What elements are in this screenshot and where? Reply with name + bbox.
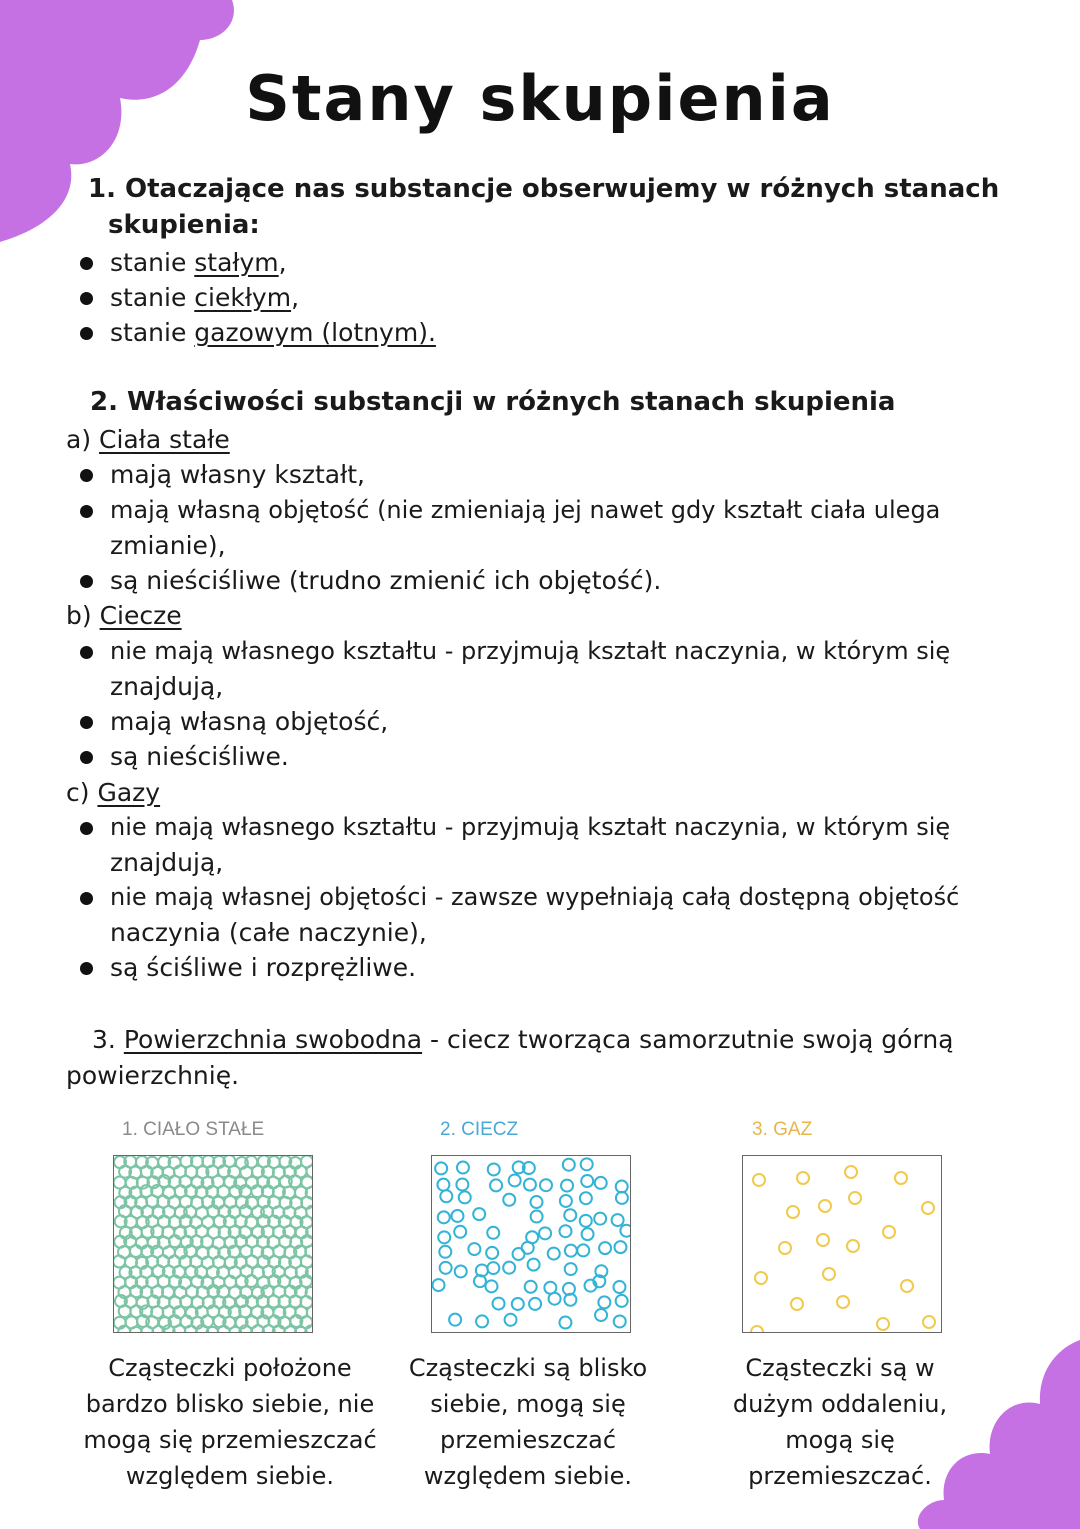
section-3-definition-cont: powierzchnię. [66, 1061, 240, 1090]
solid-particle [218, 1326, 230, 1332]
gas-particle [849, 1192, 861, 1204]
bullet [80, 575, 93, 588]
liquid-particle [580, 1192, 592, 1204]
liquid-particle [529, 1298, 541, 1310]
gas-particles-diagram [742, 1155, 942, 1333]
bullet [80, 505, 93, 518]
liquid-particle [486, 1247, 498, 1259]
gas-particle [845, 1166, 857, 1178]
liquid-particle [454, 1226, 466, 1238]
gas-particle [837, 1296, 849, 1308]
liquid-label: 2. CIECZ [440, 1119, 519, 1140]
list-item: są nieściśliwe (trudno zmienić ich objętość). [110, 566, 662, 595]
liquid-particle [616, 1181, 628, 1193]
solid-label: 1. CIAŁO STAŁE [122, 1119, 265, 1140]
liquid-particle [439, 1246, 451, 1258]
list-item: są nieściśliwe. [110, 742, 289, 771]
liquid-particle [595, 1177, 607, 1189]
liquid-particle [490, 1179, 502, 1191]
solid-caption: Cząsteczki położone bardzo blisko siebie, nie mogą się przemieszczać względem siebie. [83, 1354, 377, 1490]
liquid-particle [612, 1214, 624, 1226]
liquid-particle [540, 1179, 552, 1191]
bullet [80, 751, 93, 764]
liquid-particle [599, 1242, 611, 1254]
solid-particle [141, 1326, 153, 1332]
gas-particle [797, 1172, 809, 1184]
list-item-cont: znajdują, [110, 848, 224, 877]
liquid-particles-diagram [431, 1155, 631, 1333]
liquid-particle [531, 1196, 543, 1208]
liquid-particle [577, 1244, 589, 1256]
liquid-particle [435, 1162, 447, 1174]
list-item: mają własną objętość (nie zmieniają jej nawet gdy kształt ciała ulega [110, 496, 941, 524]
liquid-particle [616, 1295, 628, 1307]
liquid-particle [581, 1175, 593, 1187]
liquid-particle [473, 1208, 485, 1220]
bullet [80, 327, 93, 340]
liquid-particle [614, 1315, 626, 1327]
gas-particle [755, 1272, 767, 1284]
liquid-particle [549, 1293, 561, 1305]
bullet [80, 257, 93, 270]
subsection-c-title: c) Gazy [66, 778, 161, 807]
gas-particle [901, 1280, 913, 1292]
liquid-particle [531, 1211, 543, 1223]
list-item: stanie gazowym (lotnym). [110, 318, 436, 347]
liquid-particle [565, 1245, 577, 1257]
liquid-particle [505, 1314, 517, 1326]
liquid-particle [468, 1243, 480, 1255]
gas-particle [922, 1202, 934, 1214]
list-item: mają własny kształt, [110, 460, 365, 489]
liquid-particle [525, 1281, 537, 1293]
liquid-particle [456, 1179, 468, 1191]
liquid-particle [485, 1280, 497, 1292]
section-1-heading: 1. Otaczające nas substancje obserwujemy w różnych stanach [88, 174, 1000, 204]
liquid-particle [580, 1215, 592, 1227]
liquid-particle [559, 1225, 571, 1237]
liquid-particle [509, 1174, 521, 1186]
liquid-particle [503, 1194, 515, 1206]
liquid-particle [613, 1281, 625, 1293]
liquid-caption: Cząsteczki są blisko siebie, mogą się przemieszczać względem siebie. [408, 1354, 648, 1490]
gas-particle [823, 1268, 835, 1280]
bullet [80, 822, 93, 835]
gas-particle [787, 1206, 799, 1218]
liquid-particle [438, 1211, 450, 1223]
page-title: Stany skupienia [245, 62, 835, 135]
liquid-particle [438, 1231, 450, 1243]
list-item: nie mają własnej objętości - zawsze wypełniają całą dostępną objętość [110, 883, 960, 911]
liquid-particle [561, 1180, 573, 1192]
subsection-b-title: b) Ciecze [66, 601, 182, 630]
gas-particle [779, 1242, 791, 1254]
liquid-particle [457, 1162, 469, 1174]
bullet [80, 469, 93, 482]
liquid-particle [548, 1248, 560, 1260]
gas-label: 3. GAZ [752, 1119, 813, 1140]
liquid-particle [487, 1227, 499, 1239]
solid-particle [118, 1326, 130, 1332]
list-item: mają własną objętość, [110, 707, 389, 736]
liquid-particle [560, 1195, 572, 1207]
liquid-particle [433, 1279, 445, 1291]
liquid-particle [598, 1296, 610, 1308]
solid-particle [185, 1326, 197, 1332]
gas-particle [753, 1174, 765, 1186]
liquid-particle [563, 1159, 575, 1171]
list-item: stanie ciekłym, [110, 283, 300, 312]
liquid-particle [440, 1262, 452, 1274]
liquid-particle [594, 1213, 606, 1225]
liquid-particle [451, 1210, 463, 1222]
liquid-particle [595, 1309, 607, 1321]
section-2-heading: 2. Właściwości substancji w różnych stanach skupienia [90, 387, 896, 417]
section-3-definition: 3. Powierzchnia swobodna - ciecz tworząca samorzutnie swoją górną [92, 1025, 954, 1054]
solid-particle [119, 1305, 131, 1317]
liquid-particle [449, 1314, 461, 1326]
list-item-cont: znajdują, [110, 672, 224, 701]
gas-particle [751, 1326, 763, 1332]
list-item-cont: zmianie), [110, 531, 226, 560]
gas-caption: Cząsteczki są w dużym oddaleniu, mogą się przemieszczać. [732, 1354, 948, 1490]
liquid-particle [616, 1192, 628, 1204]
gas-particle [847, 1240, 859, 1252]
liquid-particle [528, 1259, 540, 1271]
gas-particle [817, 1234, 829, 1246]
liquid-particle [522, 1242, 534, 1254]
gas-particle [819, 1200, 831, 1212]
bullet [80, 962, 93, 975]
liquid-particle [503, 1262, 515, 1274]
subsection-a-title: a) Ciała stałe [66, 425, 230, 454]
list-item: są ściśliwe i rozprężliwe. [110, 953, 417, 982]
gas-particle [791, 1298, 803, 1310]
liquid-particle [476, 1315, 488, 1327]
bullet [80, 892, 93, 905]
list-item-cont: naczynia (całe naczynie), [110, 918, 427, 947]
liquid-particle [614, 1241, 626, 1253]
liquid-particle [493, 1298, 505, 1310]
liquid-particle [564, 1209, 576, 1221]
solid-particle [130, 1327, 142, 1332]
liquid-particle [565, 1263, 577, 1275]
liquid-particle [437, 1179, 449, 1191]
gas-particle [877, 1318, 889, 1330]
liquid-particle [455, 1265, 467, 1277]
bullet [80, 716, 93, 729]
solid-particles-diagram [113, 1155, 313, 1333]
liquid-particle [620, 1225, 630, 1237]
liquid-particle [459, 1191, 471, 1203]
gas-particle [895, 1172, 907, 1184]
gas-particle [883, 1226, 895, 1238]
list-item: nie mają własnego kształtu - przyjmują kształt naczynia, w którym się [110, 637, 951, 665]
liquid-particle [512, 1298, 524, 1310]
liquid-particle [581, 1158, 593, 1170]
section-1-heading-cont: skupienia: [108, 210, 260, 240]
list-item: stanie stałym, [110, 248, 287, 277]
bullet [80, 292, 93, 305]
liquid-particle [582, 1228, 594, 1240]
liquid-particle [559, 1317, 571, 1329]
gas-particle [923, 1316, 935, 1328]
bullet [80, 646, 93, 659]
list-item: nie mają własnego kształtu - przyjmują kształt naczynia, w którym się [110, 813, 951, 841]
liquid-particle [487, 1262, 499, 1274]
liquid-particle [488, 1163, 500, 1175]
liquid-particle [440, 1190, 452, 1202]
liquid-particle [539, 1227, 551, 1239]
liquid-particle [524, 1179, 536, 1191]
